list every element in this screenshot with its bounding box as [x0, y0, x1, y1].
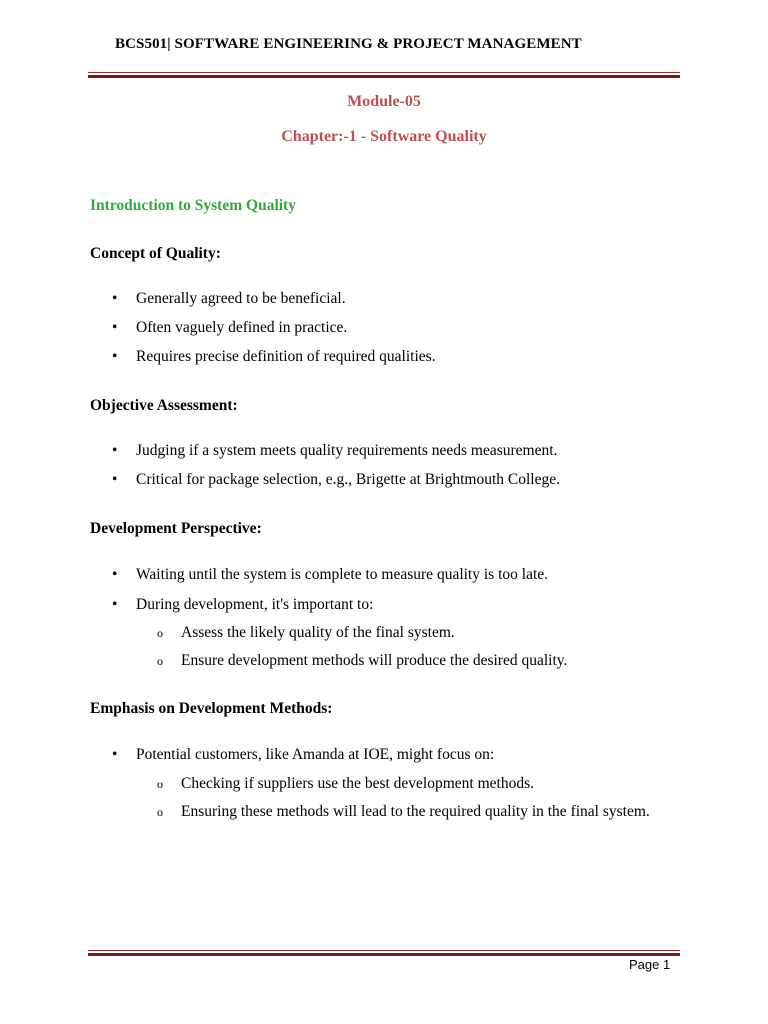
list-item: • Judging if a system meets quality requirements needs measurement. — [112, 442, 558, 459]
sub-list-item: o Ensure development methods will produce the desired quality. — [157, 652, 568, 669]
list-item: • Requires precise definition of required qualities. — [112, 348, 436, 365]
section-heading: Development Perspective: — [90, 520, 262, 537]
sub-list-item: o Assess the likely quality of the final system. — [157, 624, 455, 641]
list-item: • During development, it's important to: — [112, 596, 374, 613]
header-title: BCS501| SOFTWARE ENGINEERING & PROJECT MANAGEMENT — [115, 36, 582, 52]
page-number: Page 1 — [629, 957, 671, 972]
list-item: • Generally agreed to be beneficial. — [112, 290, 346, 307]
section-heading: Emphasis on Development Methods: — [90, 700, 333, 717]
section-heading: Concept of Quality: — [90, 245, 221, 262]
chapter-title: Chapter:-1 - Software Quality — [281, 128, 487, 145]
module-title: Module-05 — [347, 93, 421, 110]
list-item: • Critical for package selection, e.g., Brigette at Brightmouth College. — [112, 471, 560, 488]
header-rule — [88, 72, 680, 78]
footer-rule — [88, 950, 680, 956]
section-heading: Objective Assessment: — [90, 397, 238, 414]
sub-list-item: o Ensuring these methods will lead to the required quality in the final system. — [157, 803, 650, 820]
intro-heading: Introduction to System Quality — [90, 197, 296, 214]
list-item: • Waiting until the system is complete to measure quality is too late. — [112, 566, 549, 583]
list-item: • Potential customers, like Amanda at IOE, might focus on: — [112, 746, 495, 763]
sub-list-item: o Checking if suppliers use the best development methods. — [157, 775, 534, 792]
list-item: • Often vaguely defined in practice. — [112, 319, 348, 336]
